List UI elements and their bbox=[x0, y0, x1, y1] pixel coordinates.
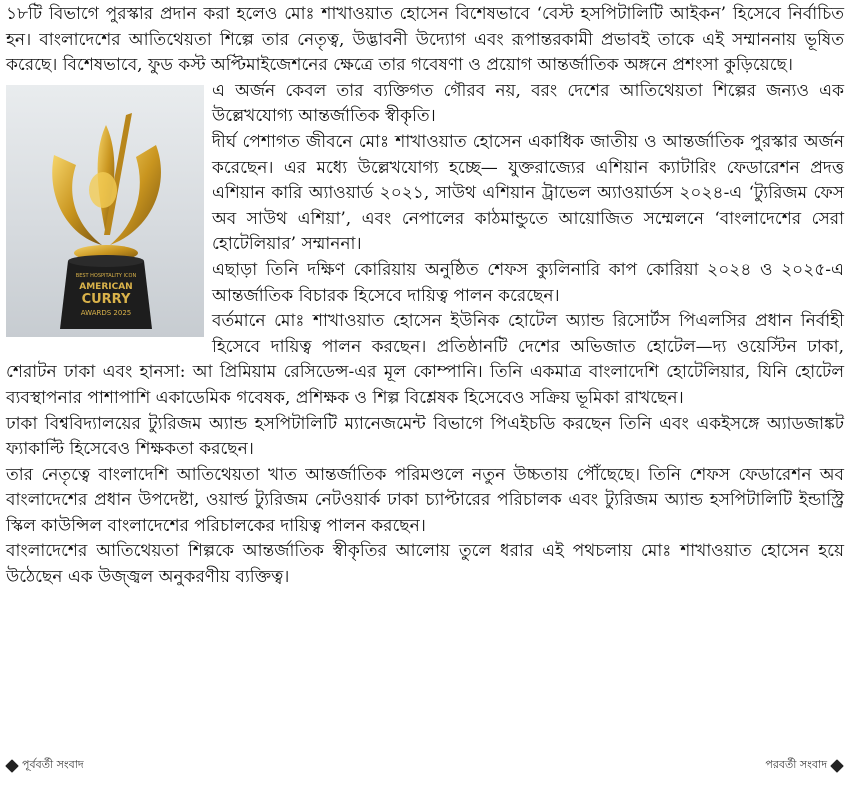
paragraph-7: তার নেতৃত্বে বাংলাদেশি আতিথেয়তা খাত আন্তর্জাতিক পরিমণ্ডলে নতুন উচ্চতায় পৌঁছেছে। তিনি শেফস ফেডারেশন অব বাংলাদেশের প্রধান উপদেষ্টা, ওয়ার্ল্ড ট্যুরিজম নেটওয়ার্ক ঢাকা চ্যাপ্টারের পরিচালক এবং ট্যুরিজম অ্যান্ড হসপিটালিটি ইন্ডাস্ট্রি স্কিল কাউন্সিল বাংলাদেশের পরিচালকের দায়িত্ব পালন করছেন। bbox=[6, 464, 844, 536]
diamond-icon bbox=[830, 759, 844, 773]
trophy-line-2: AMERICAN bbox=[79, 281, 133, 292]
previous-news-label: পূর্ববর্তী সংবাদ bbox=[22, 758, 84, 771]
paragraph-3: দীর্ঘ পেশাগত জীবনে মোঃ শাখাওয়াত হোসেন একাধিক জাতীয় ও আন্তর্জাতিক পুরস্কার অর্জন করেছেন। এর মধ্যে উল্লেখযোগ্য হচ্ছে— যুক্তরাজ্যের এশিয়ান ক্যাটারিং ফেডারেশন প্রদত্ত এশিয়ান কারি অ্যাওয়ার্ড ২০২১, সাউথ এশিয়ান ট্রাভেল অ্যাওয়ার্ডস ২০২৪-এ ‘ট্যুরিজম ফেস অব সাউথ এশিয়া’, এবং নেপালের কাঠমান্ডুতে আয়োজিত সম্মেলনে ‘বাংলাদেশের সেরা হোটেলিয়ার’ সম্মাননা। bbox=[212, 131, 844, 255]
paragraph-1: ১৮টি বিভাগে পুরস্কার প্রদান করা হলেও মোঃ শাখাওয়াত হোসেন বিশেষভাবে ‘বেস্ট হসপিটালিটি আইকন’ হিসেবে নির্বাচিত হন। বাংলাদেশের আতিথেয়তা শিল্পে তার নেতৃত্ব, উদ্ভাবনী উদ্যোগ এবং রূপান্তরকামী প্রভাবই তাকে এই সম্মাননায় ভূষিত করেছে। বিশেষভাবে, ফুড কস্ট অপ্টিমাইজেশনের ক্ষেত্রে তার গবেষণা ও প্রয়োগ আন্তর্জাতিক অঙ্গনে প্রশংসা কুড়িয়েছে। bbox=[6, 4, 844, 76]
paragraph-6: ঢাকা বিশ্ববিদ্যালয়ের ট্যুরিজম অ্যান্ড হসপিটালিটি ম্যানেজমেন্ট বিভাগে পিএইচডি করছেন তিনি এবং একইসঙ্গে অ্যাডজাঙ্কট ফ্যাকাল্টি হিসেবেও শিক্ষকতা করছেন। bbox=[6, 413, 844, 460]
paragraph-4: এছাড়া তিনি দক্ষিণ কোরিয়ায় অনুষ্ঠিত শেফস ক্যুলিনারি কাপ কোরিয়া ২০২৪ ও ২০২৫-এ আন্তর্জাতিক বিচারক হিসেবে দায়িত্ব পালন করেছেন। bbox=[212, 259, 844, 306]
article-body bbox=[6, 2, 844, 591]
trophy-icon bbox=[6, 85, 204, 337]
next-news-label: পরবর্তী সংবাদ bbox=[765, 758, 827, 771]
trophy-line-4: AWARDS 2025 bbox=[80, 308, 132, 317]
paragraph-8: বাংলাদেশের আতিথেয়তা শিল্পকে আন্তর্জাতিক স্বীকৃতির আলোয় তুলে ধরার এই পথচলায় মোঃ শাখাওয়াত হোসেন হয়ে উঠেছেন এক উজ্জ্বল অনুকরণীয় ব্যক্তিত্ব। bbox=[6, 541, 844, 588]
paragraph-2: এ অর্জন কেবল তার ব্যক্তিগত গৌরব নয়, বরং দেশের আতিথেয়তা শিল্পের জন্যও এক উল্লেখযোগ্য আন্তর্জাতিক স্বীকৃতি। bbox=[212, 80, 844, 127]
next-news-link[interactable] bbox=[765, 756, 843, 775]
diamond-icon bbox=[5, 759, 19, 773]
trophy-line-1: BEST HOSPITALITY ICON bbox=[75, 272, 137, 279]
previous-news-link[interactable] bbox=[6, 756, 84, 775]
paragraph-5: বর্তমানে মোঃ শাখাওয়াত হোসেন ইউনিক হোটেল অ্যান্ড রিসোর্টস পিএলসির প্রধান নির্বাহী হিসেবে দায়িত্ব পালন করছেন। প্রতিষ্ঠানটি দেশের অভিজাত হোটেল—দ্য ওয়েস্টিন ঢাকা, শেরাটন ঢাকা এবং হানসা: আ প্রিমিয়াম রেসিডেন্স-এর মূল কোম্পানি। তিনি একমাত্র বাংলাদেশি হোটেলিয়ার, যিনি হোটেল ব্যবস্থাপনার পাশাপাশি একাডেমিক গবেষক, প্রশিক্ষক ও শিল্প বিশ্লেষক হিসেবেও সক্রিয় ভূমিকা রাখছেন। bbox=[6, 311, 844, 408]
trophy-line-3: CURRY bbox=[81, 291, 131, 307]
trophy-photo bbox=[6, 85, 204, 337]
